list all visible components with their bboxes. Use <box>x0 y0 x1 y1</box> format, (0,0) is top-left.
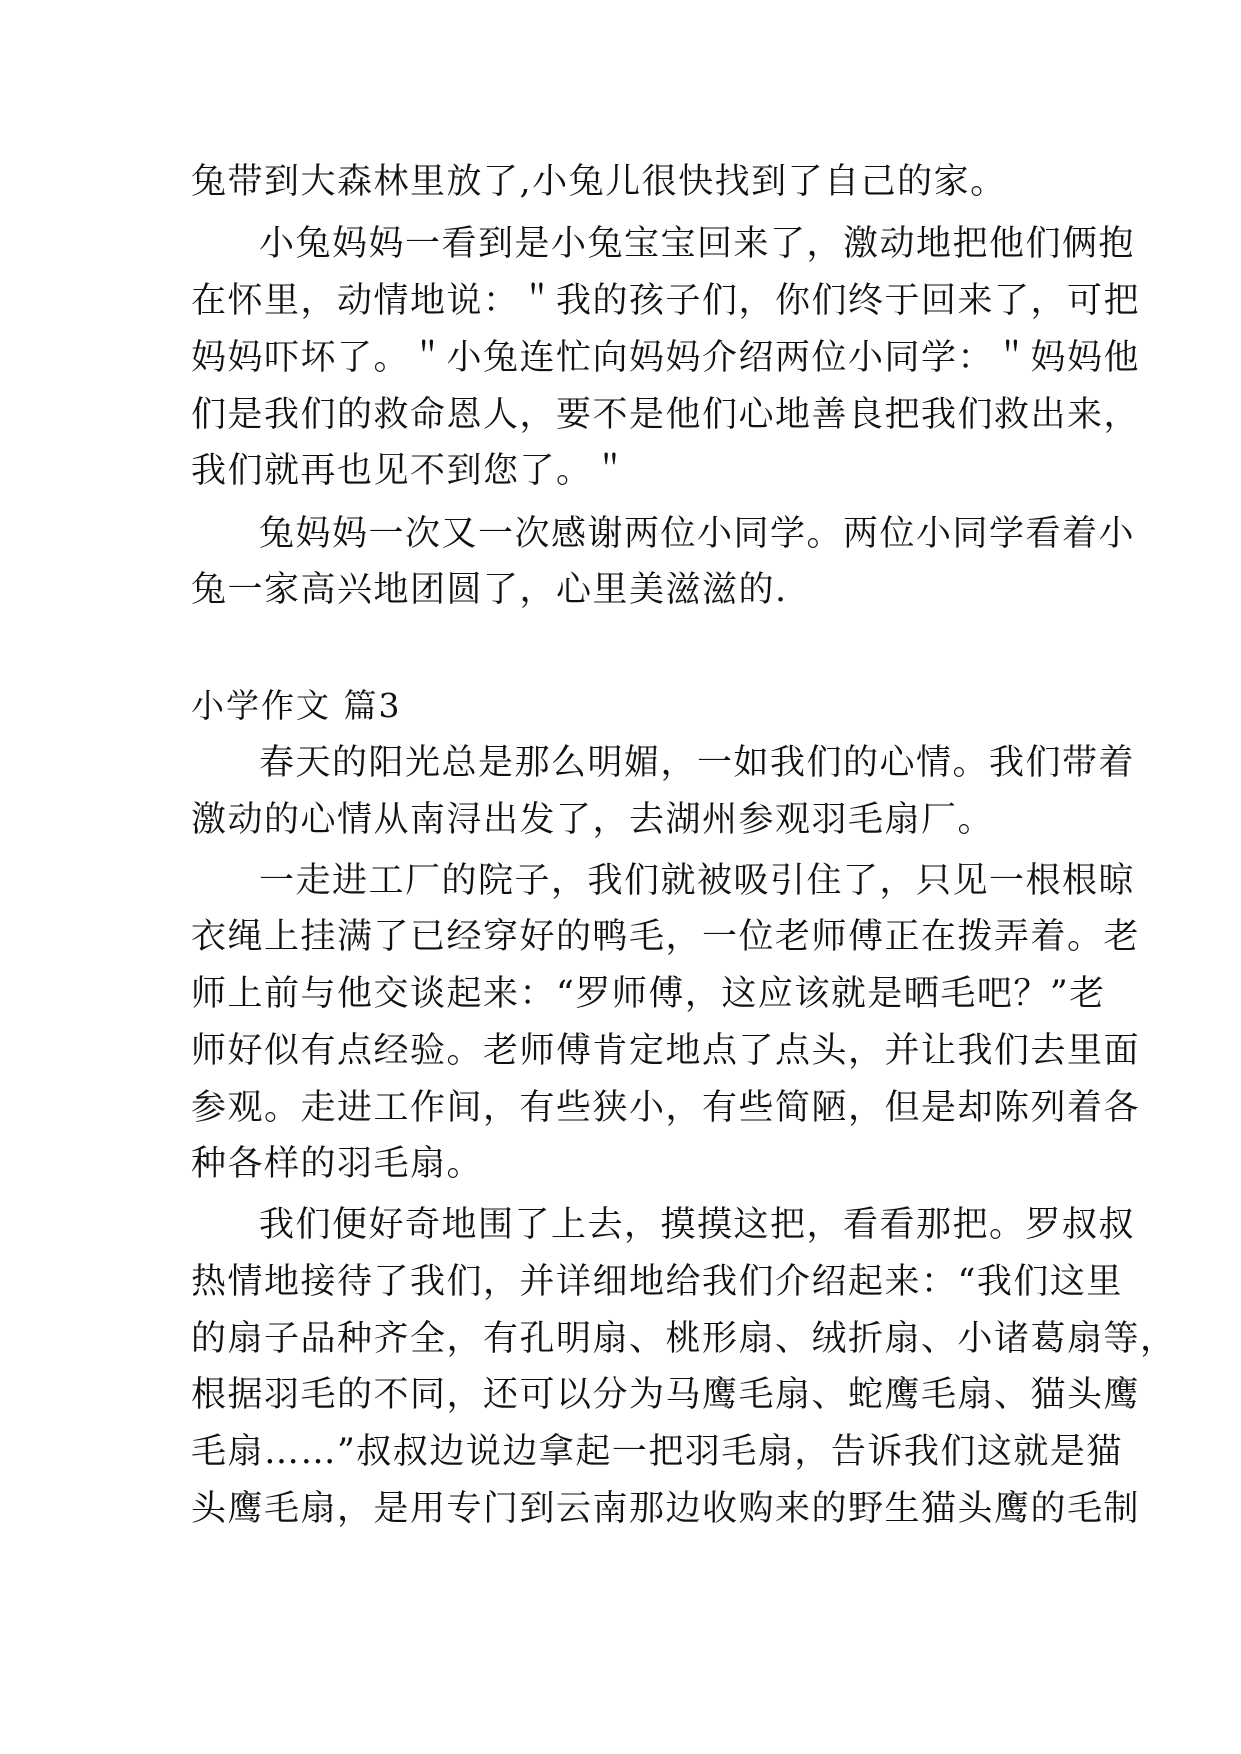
paragraph-line: 春天的阳光总是那么明媚，一如我们的心情。我们带着 <box>259 743 1136 783</box>
paragraph-line: 兔一家高兴地团圆了，心里美滋滋的. <box>191 570 788 610</box>
paragraph-line: 头鹰毛扇，是用专门到云南那边收购来的野生猫头鹰的毛制 <box>191 1489 1141 1529</box>
paragraph-line: 们是我们的救命恩人，要不是他们心地善良把我们救出来， <box>191 395 1141 435</box>
paragraph-line: 我们便好奇地围了上去，摸摸这把，看看那把。罗叔叔 <box>259 1205 1136 1245</box>
paragraph-line: 师好似有点经验。老师傅肯定地点了点头，并让我们去里面 <box>191 1031 1141 1071</box>
paragraph-line: 参观。走进工作间，有些狭小，有些简陋，但是却陈列着各 <box>191 1088 1141 1128</box>
paragraph-line: 妈妈吓坏了。＂小兔连忙向妈妈介绍两位小同学：＂妈妈他 <box>191 338 1141 378</box>
paragraph-line: 热情地接待了我们，并详细地给我们介绍起来：“我们这里 <box>191 1262 1123 1302</box>
paragraph-line: 在怀里，动情地说：＂我的孩子们，你们终于回来了，可把 <box>191 281 1141 321</box>
paragraph-line: 衣绳上挂满了已经穿好的鸭毛，一位老师傅正在拨弄着。老 <box>191 917 1141 957</box>
paragraph-line: 兔妈妈一次又一次感谢两位小同学。两位小同学看着小 <box>259 514 1136 554</box>
paragraph-line: 激动的心情从南浔出发了，去湖州参观羽毛扇厂。 <box>191 800 995 840</box>
paragraph-line: 一走进工厂的院子，我们就被吸引住了，只见一根根晾 <box>259 861 1136 901</box>
paragraph-line: 根据羽毛的不同，还可以分为马鹰毛扇、蛇鹰毛扇、猫头鹰 <box>191 1375 1141 1415</box>
paragraph-line: 的扇子品种齐全，有孔明扇、桃形扇、绒折扇、小诸葛扇等， <box>191 1319 1177 1359</box>
paragraph-line: 我们就再也见不到您了。＂ <box>191 451 630 491</box>
paragraph-line: 兔带到大森林里放了,小兔儿很快找到了自己的家。 <box>191 162 1007 202</box>
paragraph-line: 师上前与他交谈起来：“罗师傅，这应该就是晒毛吧？”老 <box>191 974 1106 1014</box>
paragraph-line: 小兔妈妈一看到是小兔宝宝回来了，激动地把他们俩抱 <box>259 224 1136 264</box>
paragraph-line: 毛扇……”叔叔边说边拿起一把羽毛扇，告诉我们这就是猫 <box>191 1432 1123 1472</box>
paragraph-line: 种各样的羽毛扇。 <box>191 1144 484 1184</box>
section-heading: 小学作文 篇3 <box>191 686 402 725</box>
